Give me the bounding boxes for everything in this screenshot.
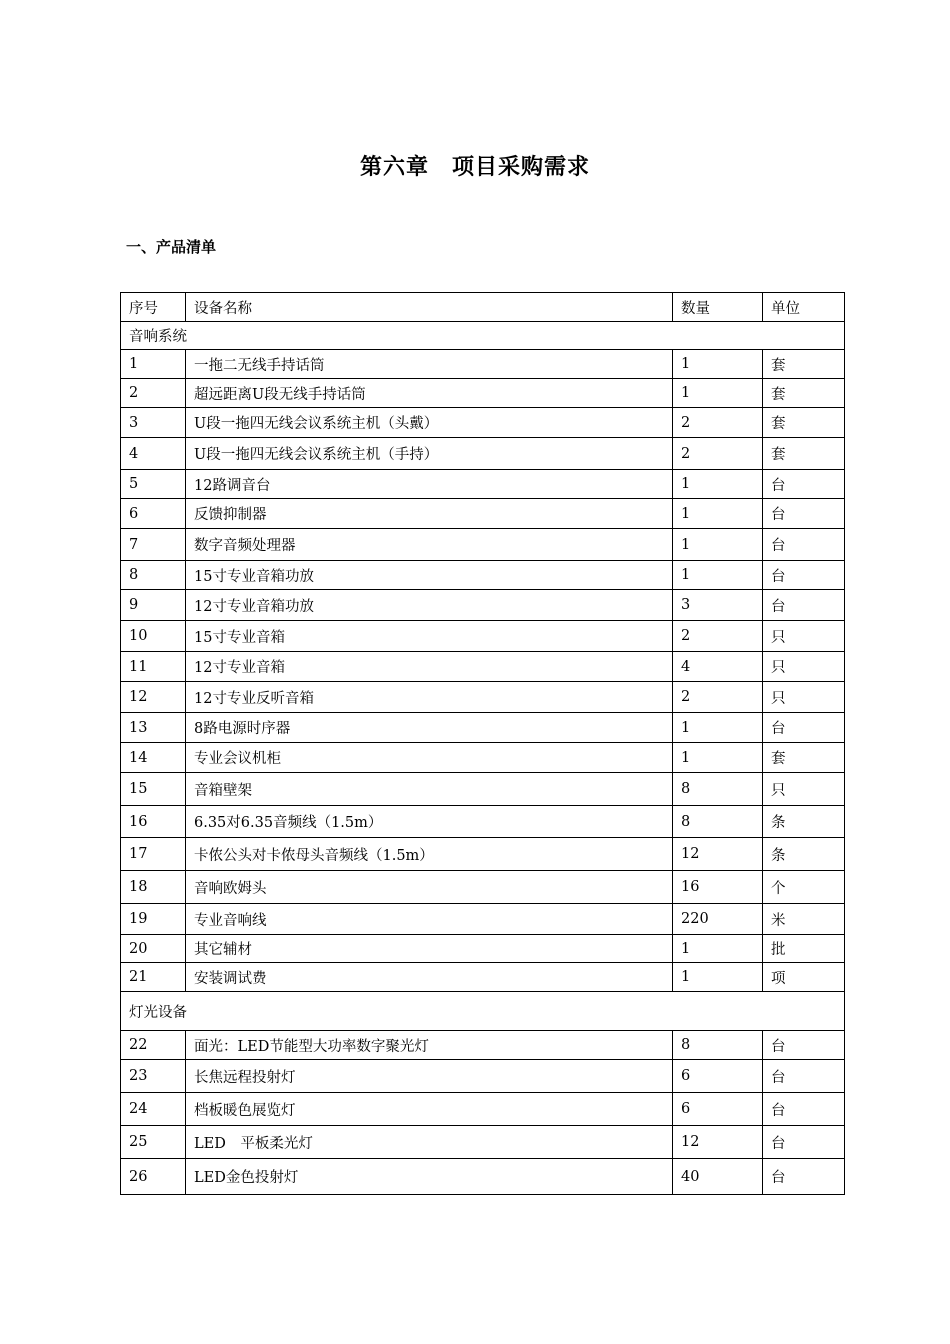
cell-unit: 条 <box>763 838 845 871</box>
table-row <box>121 379 845 408</box>
cell-name: 卡侬公头对卡侬母头音频线（1.5m） <box>186 838 673 871</box>
table-row <box>121 773 845 806</box>
cell-unit: 台 <box>763 713 845 743</box>
cell-no: 16 <box>121 806 186 838</box>
cell-name: 12路调音台 <box>186 470 673 499</box>
cell-no: 10 <box>121 621 186 652</box>
cell-qty: 8 <box>673 1031 763 1060</box>
table-row <box>121 561 845 590</box>
cell-no: 13 <box>121 713 186 743</box>
cell-unit: 台 <box>763 1031 845 1060</box>
cell-name: 一拖二无线手持话筒 <box>186 350 673 379</box>
cell-name: 12寸专业音箱 <box>186 652 673 682</box>
cell-no: 19 <box>121 904 186 935</box>
cell-name: 专业音响线 <box>186 904 673 935</box>
cell-name: 15寸专业音箱 <box>186 621 673 652</box>
cell-no: 23 <box>121 1060 186 1093</box>
cell-qty: 1 <box>673 713 763 743</box>
cell-qty: 2 <box>673 621 763 652</box>
cell-qty: 6 <box>673 1093 763 1126</box>
cell-no: 2 <box>121 379 186 408</box>
header-unit: 单位 <box>763 293 845 322</box>
cell-qty: 16 <box>673 871 763 904</box>
cell-qty: 1 <box>673 529 763 561</box>
cell-unit: 台 <box>763 1159 845 1195</box>
cell-name: 长焦远程投射灯 <box>186 1060 673 1093</box>
table-row <box>121 838 845 871</box>
cell-qty: 1 <box>673 350 763 379</box>
cell-qty: 2 <box>673 438 763 470</box>
cell-qty: 2 <box>673 408 763 438</box>
cell-name: 其它辅材 <box>186 935 673 963</box>
cell-unit: 套 <box>763 379 845 408</box>
table-row <box>121 743 845 773</box>
cell-no: 7 <box>121 529 186 561</box>
table-row <box>121 1093 845 1126</box>
cell-name: 超远距离U段无线手持话筒 <box>186 379 673 408</box>
cell-qty: 8 <box>673 773 763 806</box>
cell-unit: 台 <box>763 529 845 561</box>
cell-no: 12 <box>121 682 186 713</box>
cell-unit: 只 <box>763 682 845 713</box>
cell-name: U段一拖四无线会议系统主机（头戴） <box>186 408 673 438</box>
cell-no: 22 <box>121 1031 186 1060</box>
cell-qty: 1 <box>673 470 763 499</box>
cell-unit: 个 <box>763 871 845 904</box>
cell-no: 6 <box>121 499 186 529</box>
group-label: 灯光设备 <box>121 992 845 1031</box>
cell-name: 8路电源时序器 <box>186 713 673 743</box>
cell-unit: 套 <box>763 743 845 773</box>
cell-no: 15 <box>121 773 186 806</box>
table-row <box>121 935 845 963</box>
cell-qty: 4 <box>673 652 763 682</box>
cell-no: 8 <box>121 561 186 590</box>
cell-unit: 只 <box>763 652 845 682</box>
table-row <box>121 1159 845 1195</box>
cell-unit: 台 <box>763 561 845 590</box>
cell-unit: 台 <box>763 590 845 621</box>
cell-unit: 项 <box>763 963 845 992</box>
cell-name: 音箱壁架 <box>186 773 673 806</box>
cell-name: 6.35对6.35音频线（1.5m） <box>186 806 673 838</box>
table-row <box>121 438 845 470</box>
cell-no: 25 <box>121 1126 186 1159</box>
table-row <box>121 350 845 379</box>
table-row <box>121 904 845 935</box>
cell-name: 12寸专业反听音箱 <box>186 682 673 713</box>
cell-name: 数字音频处理器 <box>186 529 673 561</box>
table-row <box>121 871 845 904</box>
table-row <box>121 529 845 561</box>
cell-qty: 12 <box>673 838 763 871</box>
cell-qty: 220 <box>673 904 763 935</box>
table-row <box>121 682 845 713</box>
cell-qty: 8 <box>673 806 763 838</box>
cell-name: LED金色投射灯 <box>186 1159 673 1195</box>
cell-unit: 台 <box>763 499 845 529</box>
cell-qty: 40 <box>673 1159 763 1195</box>
table-row <box>121 470 845 499</box>
header-qty: 数量 <box>673 293 763 322</box>
cell-qty: 12 <box>673 1126 763 1159</box>
table-row <box>121 1126 845 1159</box>
cell-name: 专业会议机柜 <box>186 743 673 773</box>
cell-no: 18 <box>121 871 186 904</box>
cell-unit: 只 <box>763 773 845 806</box>
cell-name: 面光：LED节能型大功率数字聚光灯 <box>186 1031 673 1060</box>
table-row <box>121 408 845 438</box>
cell-qty: 1 <box>673 561 763 590</box>
cell-unit: 只 <box>763 621 845 652</box>
cell-qty: 2 <box>673 682 763 713</box>
cell-no: 17 <box>121 838 186 871</box>
cell-name: 安装调试费 <box>186 963 673 992</box>
cell-name: 音响欧姆头 <box>186 871 673 904</box>
cell-no: 21 <box>121 963 186 992</box>
section-heading: 一、产品清单 <box>126 238 217 256</box>
cell-qty: 1 <box>673 379 763 408</box>
table-row <box>121 1031 845 1060</box>
cell-name: U段一拖四无线会议系统主机（手持） <box>186 438 673 470</box>
table-group-row <box>121 992 845 1031</box>
cell-no: 24 <box>121 1093 186 1126</box>
table-row <box>121 1060 845 1093</box>
table-row <box>121 652 845 682</box>
cell-name: 档板暖色展览灯 <box>186 1093 673 1126</box>
table-group-row <box>121 322 845 350</box>
table-header-row <box>121 293 845 322</box>
table-row <box>121 963 845 992</box>
page-title: 第六章 项目采购需求 <box>359 155 590 180</box>
cell-unit: 批 <box>763 935 845 963</box>
table-row <box>121 590 845 621</box>
cell-qty: 1 <box>673 963 763 992</box>
table-row <box>121 806 845 838</box>
table-row <box>121 499 845 529</box>
cell-unit: 米 <box>763 904 845 935</box>
cell-name: 反馈抑制器 <box>186 499 673 529</box>
cell-name: LED 平板柔光灯 <box>186 1126 673 1159</box>
table-row <box>121 621 845 652</box>
header-no: 序号 <box>121 293 186 322</box>
cell-qty: 1 <box>673 935 763 963</box>
cell-no: 14 <box>121 743 186 773</box>
table-row <box>121 713 845 743</box>
cell-unit: 套 <box>763 350 845 379</box>
cell-unit: 台 <box>763 470 845 499</box>
header-name: 设备名称 <box>186 293 673 322</box>
cell-no: 9 <box>121 590 186 621</box>
product-table <box>120 292 845 1195</box>
cell-no: 26 <box>121 1159 186 1195</box>
cell-unit: 套 <box>763 408 845 438</box>
cell-unit: 台 <box>763 1126 845 1159</box>
cell-qty: 1 <box>673 499 763 529</box>
cell-unit: 台 <box>763 1060 845 1093</box>
cell-name: 15寸专业音箱功放 <box>186 561 673 590</box>
cell-no: 3 <box>121 408 186 438</box>
cell-qty: 1 <box>673 743 763 773</box>
cell-no: 1 <box>121 350 186 379</box>
cell-unit: 台 <box>763 1093 845 1126</box>
cell-qty: 3 <box>673 590 763 621</box>
cell-unit: 套 <box>763 438 845 470</box>
cell-qty: 6 <box>673 1060 763 1093</box>
table-body <box>121 322 845 1195</box>
cell-no: 4 <box>121 438 186 470</box>
cell-no: 20 <box>121 935 186 963</box>
group-label: 音响系统 <box>121 322 845 350</box>
cell-name: 12寸专业音箱功放 <box>186 590 673 621</box>
cell-unit: 条 <box>763 806 845 838</box>
cell-no: 5 <box>121 470 186 499</box>
cell-no: 11 <box>121 652 186 682</box>
